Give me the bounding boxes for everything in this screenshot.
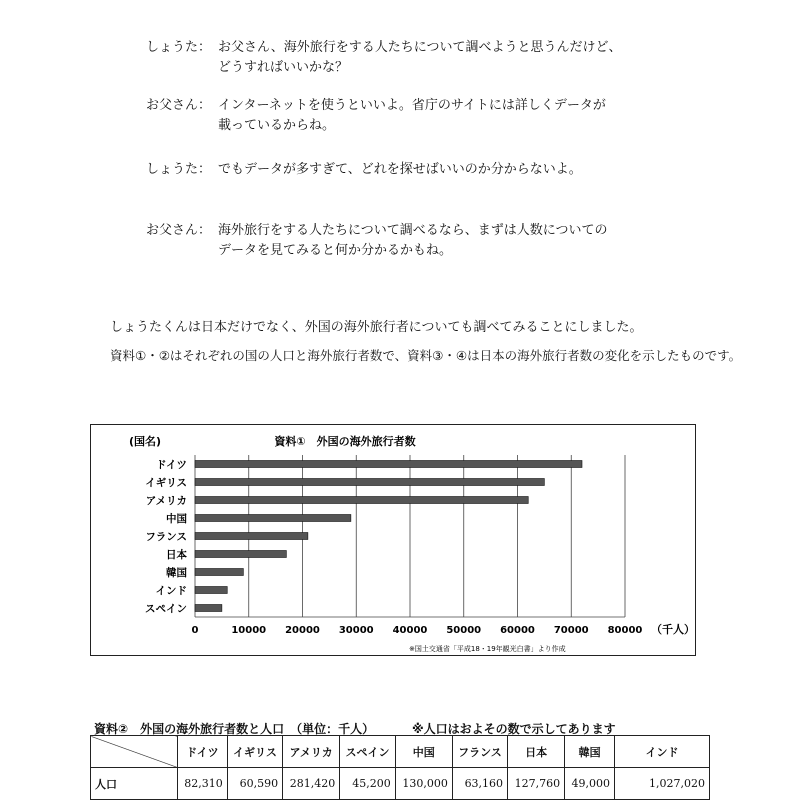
x-axis-label: （千人） — [651, 623, 695, 636]
corner-cell — [91, 736, 178, 768]
intro-line-2: 資料①・②はそれぞれの国の人口と海外旅行者数で、資料③・④は日本の海外旅行者数の変化を示したものです。 — [110, 348, 742, 363]
category-label: イギリス — [145, 477, 187, 489]
intro-line-1: しょうたくんは日本だけでなく、外国の海外旅行者についても調べてみることにしました。 — [110, 320, 643, 335]
bar-2 — [195, 497, 528, 504]
column-header: 日本 — [508, 736, 565, 768]
x-tick-label: 40000 — [392, 625, 428, 636]
chart-title: 資料① 外国の海外旅行者数 — [274, 435, 416, 448]
category-label: スペイン — [145, 603, 187, 615]
x-tick-label: 30000 — [338, 625, 374, 636]
table2-title: 資料② 外国の海外旅行者数と人口 （単位：千人） — [94, 722, 375, 736]
speaker-label: しょうた： — [146, 162, 212, 177]
category-label: アメリカ — [145, 495, 187, 507]
bar-7 — [195, 587, 227, 594]
table-cell: 45,200 — [340, 768, 396, 800]
x-tick-label: 20000 — [285, 625, 320, 636]
x-tick-label: 0 — [191, 625, 199, 636]
table-cell: 60,590 — [227, 768, 282, 800]
table-cell: 1,027,020 — [615, 768, 710, 800]
x-tick-label: 50000 — [446, 625, 482, 636]
table-row — [91, 768, 710, 800]
bar-5 — [195, 551, 286, 558]
column-header: 韓国 — [565, 736, 615, 768]
column-header: スペイン — [340, 736, 396, 768]
population-table — [90, 735, 710, 800]
bar-8 — [195, 605, 222, 612]
speaker-label: お父さん： — [146, 98, 212, 113]
y-axis-label: (国名) — [129, 435, 162, 448]
dialogue-text: 海外旅行をする人たちについて調べるなら、まずは人数についての データを見てみると何か分かるかもね。 — [218, 223, 608, 258]
column-header: インド — [615, 736, 710, 768]
table-cell: 127,760 — [508, 768, 565, 800]
dialogue-text: インターネットを使うといいよ。省庁のサイトには詳しくデータが 載っているからね。 — [218, 98, 606, 133]
dialogue-text: お父さん、海外旅行をする人たちについて調べようと思うんだけど、 どうすればいいかな？ — [218, 40, 622, 75]
bar-6 — [195, 569, 243, 576]
speaker-label: しょうた： — [146, 40, 212, 55]
column-header: ドイツ — [178, 736, 228, 768]
x-tick-label: 60000 — [500, 625, 535, 636]
x-tick-label: 70000 — [553, 625, 589, 636]
column-header: 中国 — [395, 736, 452, 768]
column-header: イギリス — [227, 736, 282, 768]
table-cell: 82,310 — [178, 768, 228, 800]
column-header: アメリカ — [283, 736, 340, 768]
table-header-row — [91, 736, 710, 768]
x-tick-label: 10000 — [231, 625, 267, 636]
category-label: ドイツ — [156, 459, 187, 471]
category-label: 日本 — [166, 549, 187, 561]
bar-3 — [195, 515, 351, 522]
x-tick-label: 80000 — [607, 625, 643, 636]
row-header: 人口 — [91, 768, 178, 800]
table-cell: 63,160 — [452, 768, 507, 800]
chart-frame — [90, 424, 696, 656]
table-cell: 49,000 — [565, 768, 615, 800]
category-label: 中国 — [166, 513, 187, 525]
bar-chart — [91, 425, 695, 655]
category-label: インド — [155, 585, 187, 597]
speaker-label: お父さん： — [146, 223, 212, 238]
table-cell: 130,000 — [395, 768, 452, 800]
bar-0 — [195, 461, 582, 468]
table-cell: 281,420 — [283, 768, 340, 800]
category-label: フランス — [145, 531, 187, 543]
bar-4 — [195, 533, 308, 540]
table2-note: ※人口はおよその数で示してあります — [412, 722, 616, 736]
column-header: フランス — [452, 736, 507, 768]
bar-1 — [195, 479, 544, 486]
category-label: 韓国 — [166, 567, 187, 579]
dialogue-text: でもデータが多すぎて、どれを探せばいいのか分からないよ。 — [218, 162, 582, 177]
source-note: ※国土交通省「平成18・19年観光白書」より作成 — [409, 645, 566, 653]
